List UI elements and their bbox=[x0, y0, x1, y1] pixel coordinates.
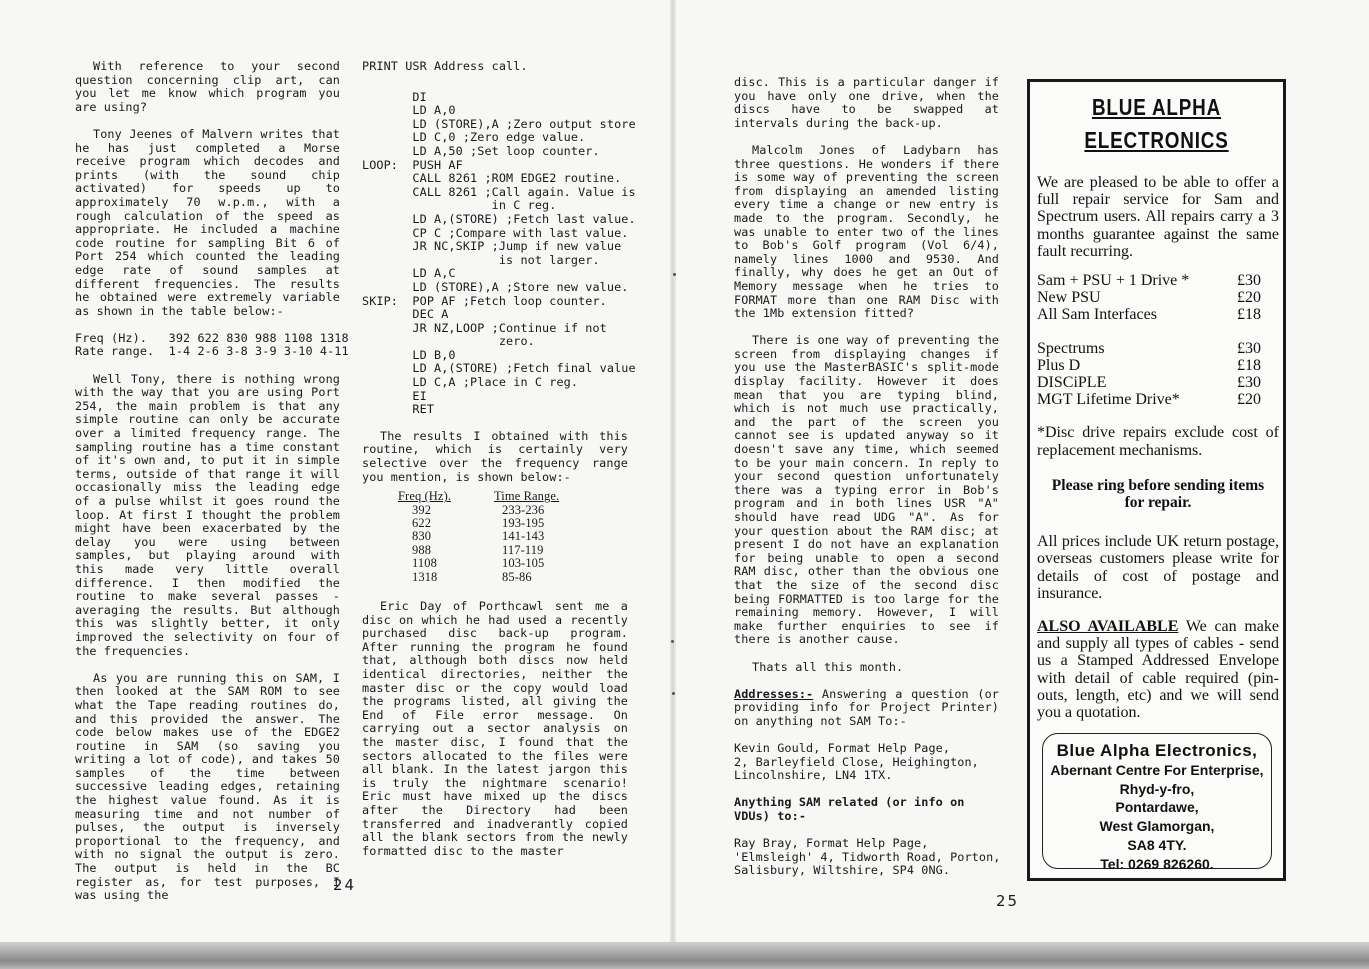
price-value: £30 bbox=[1237, 272, 1261, 290]
price-row bbox=[1037, 340, 1279, 357]
scan-speck bbox=[671, 640, 674, 643]
address-ray-bray: Ray Bray, Format Help Page, 'Elmsleigh' 4, Tidworth Road, Porton, Salisbury, Wiltshire, SP4 0NG. bbox=[734, 836, 1001, 878]
card-company-name: Blue Alpha Electronics, bbox=[1056, 741, 1258, 760]
table-row bbox=[398, 571, 559, 584]
address-kevin-gould: Kevin Gould, Format Help Page, 2, Barleyfield Close, Heighington, Lincolnshire, LN4 1TX. bbox=[734, 741, 979, 783]
card-address-line: Pontardawe, bbox=[1115, 799, 1199, 816]
right-column bbox=[734, 76, 999, 878]
card-address-line: West Glamorgan, bbox=[1099, 818, 1215, 835]
advert-title-line1: BLUE ALPHA bbox=[1091, 94, 1222, 120]
price-item: MGT Lifetime Drive* bbox=[1037, 391, 1180, 409]
price-item: Plus D bbox=[1037, 356, 1081, 374]
paragraph-preventing-screen: There is one way of preventing the screen from displaying changes if you use the MasterBASIC's split-mode display facility. However it does mean that you are typing blind, which is not much use practically, and the part of the screen you cannot see is updated anyway so it doesn't save any time, which seemed to be your main concern. In reply to your second question unfortunately there was a typing error in Bob's program and in both lines USR "A" should have read UDG "A". As for your question about the RAM disc; at present I do not have an explanation for being unable to open a second RAM disc, other than the obvious one that the size of the second disc being FORMATTED is too large for the remaining memory. However, I will make further enquiries to see if there is another cause. bbox=[734, 333, 999, 647]
table-row bbox=[398, 504, 559, 517]
price-row bbox=[1037, 289, 1279, 306]
paragraph-disc-danger: disc. This is a particular danger if you have only one drive, when the discs have to be swapped at intervals during the back-up. bbox=[734, 75, 999, 130]
scan-speck bbox=[673, 273, 676, 276]
paragraph-eric-day: Eric Day of Porthcawl sent me a disc on which he had used a recently purchased disc back-up program. After running the program he found that, although both discs now held identical directories, neither the master disc or the copy would load the programs listed, all giving the End of File error message. On carrying out a sector analysis on the master disc, I found that the sectors allocated to the files were all blank. In the latest jargon this is truly the nightmare scenario! Eric must have mixed up the discs after the Directory had been transferred and inadverantly copied all the blank sectors from the newly formatted disc to the master bbox=[362, 599, 628, 858]
price-item: Sam + PSU + 1 Drive * bbox=[1037, 272, 1190, 290]
contact-card bbox=[1042, 733, 1272, 872]
paragraph-malcolm-jones: Malcolm Jones of Ladybarn has three questions. He wonders if there is some way of preventing the screen from displaying an amended listing every time a change or new entry is made to the program. Secondly, he was unable to enter two of the lines to Bob's Golf program (Vol 6/4), namely lines 1000 and 9530. And finally, why does he get an Out of Memory message when he tries to FORMAT more than one RAM Disc with the 1Mb extension fitted? bbox=[734, 142, 999, 321]
paragraph-port-254: Well Tony, there is nothing wrong with the way that you are using Port 254, the main problem is that any simple routine can only be accurate over a limited frequency range. The sampling routine has a time constant of it's own and, to put it in simple terms, outside of that range it will occasionally miss the leading edge of a pulse whilst it goes round the loop. At first I thought the problem might have been exacerbated by the delay you were using between samples, but playing around with this made very little overall difference. I then modified the routine to make several passes - averaging the results. But although this was slightly better, it only improved the selectivity on four of the frequencies. bbox=[75, 371, 340, 658]
table-row bbox=[398, 557, 559, 570]
also-available bbox=[1037, 618, 1279, 721]
price-list-spectrum bbox=[1037, 340, 1279, 409]
card-phone: Tel: 0269 826260. bbox=[1100, 855, 1214, 872]
freq-cell: 988 bbox=[412, 542, 432, 557]
price-list-sam bbox=[1037, 272, 1279, 324]
paragraph-results: The results I obtained with this routine, which is certainly very selective over the frequency range you mention, is shown below:- bbox=[362, 428, 628, 484]
freq-cell: 1318 bbox=[412, 569, 438, 584]
price-item: Spectrums bbox=[1037, 339, 1105, 357]
paragraph-tony-jeenes: Tony Jeenes of Malvern writes that he has just completed a Morse receive program which decodes and prints (with the sound chip activated) for speeds up to approximately 70 w.p.m., with a rough calculation of the speed as appropriate. He included a machine code routine for sampling Bit 6 of Port 254 which counted the leading edge rate of sound samples at different frequencies. The results he obtained were extremely variable as shown in the table below:- bbox=[75, 126, 340, 318]
also-available-label: ALSO AVAILABLE bbox=[1037, 618, 1179, 636]
scan-speck bbox=[672, 692, 675, 695]
price-row bbox=[1037, 391, 1279, 408]
table-header-freq: Freq (Hz). bbox=[398, 489, 452, 504]
time-cell: 103-105 bbox=[502, 556, 545, 571]
price-value: £18 bbox=[1237, 306, 1261, 324]
print-usr-line: PRINT USR Address call. bbox=[362, 59, 528, 73]
price-item: New PSU bbox=[1037, 289, 1101, 307]
freq-cell: 622 bbox=[412, 516, 432, 531]
price-value: £30 bbox=[1237, 374, 1261, 392]
card-address-line: Abernant Centre For Enterprise, bbox=[1050, 761, 1264, 778]
price-row bbox=[1037, 272, 1279, 289]
price-value: £30 bbox=[1237, 339, 1261, 357]
time-cell: 233-236 bbox=[502, 502, 545, 517]
paragraph-thats-all: Thats all this month. bbox=[752, 659, 904, 674]
freq-cell: 830 bbox=[412, 529, 432, 544]
price-row bbox=[1037, 374, 1279, 391]
sam-related-heading: Anything SAM related (or info on VDUs) to:- bbox=[734, 795, 965, 824]
freq-cell: 392 bbox=[412, 502, 432, 517]
card-address-line: Rhyd-y-fro, bbox=[1119, 780, 1195, 797]
price-row bbox=[1037, 357, 1279, 374]
price-value: £20 bbox=[1237, 391, 1261, 409]
time-cell: 85-86 bbox=[502, 569, 532, 584]
scan-edge-shadow bbox=[0, 942, 1369, 969]
ring-before-sending: Please ring before sending items for repair. bbox=[1051, 476, 1265, 512]
price-item: DISCiPLE bbox=[1037, 374, 1107, 392]
table-row bbox=[398, 544, 559, 557]
disc-drive-note: *Disc drive repairs exclude cost of replacement mechanisms. bbox=[1037, 424, 1279, 459]
page-gutter bbox=[670, 0, 676, 945]
card-address-line: SA8 4TY. bbox=[1127, 836, 1187, 853]
paragraph-sam-rom: As you are running this on SAM, I then looked at the SAM ROM to see what the Tape reading routines do, and this provided the answer. The code below makes use of the EDGE2 routine in SAM (so saving you writing a lot of code), and takes 50 samples of the time between successive leading edges, retaining the highest value found. As it is measuring time and not number of pulses, the output is inversely proportional to the frequency, and with no signal the output is zero. The output is held in the BC register as, for test purposes, I was using the bbox=[75, 670, 340, 903]
time-cell: 193-195 bbox=[502, 516, 545, 531]
page-number-left: 24 bbox=[333, 876, 357, 894]
paragraph-addresses bbox=[734, 688, 999, 729]
paragraph-clip-art: With reference to your second question concerning clip art, can you let me know which program you are using? bbox=[75, 59, 340, 114]
price-row bbox=[1037, 306, 1279, 323]
advert-body bbox=[1030, 174, 1283, 721]
time-cell: 117-119 bbox=[502, 542, 544, 557]
addresses-label: Addresses:- bbox=[734, 686, 814, 701]
page-number-right: 25 bbox=[996, 892, 1020, 910]
price-value: £20 bbox=[1237, 289, 1261, 307]
assembly-code-listing: DI LD A,0 LD (STORE),A ;Zero output store LD C,0 ;Zero edge value. LD A,50 ;Set loop counter. LOOP: PUSH AF CALL 8261 ;ROM EDGE2 routine. CALL 8261 ;Call again. Value is in C reg. LD A,(STORE) ;Fetch last value. CP C ;Compare with last value. JR NC,SKIP ;Jump if new value is not larger. LD A,C LD (STORE),A ;Store new value. SKIP: POP AF ;Fetch loop counter. DEC A JR NZ,LOOP ;Continue if not zero. LD B,0 LD A,(STORE) ;Fetch final value LD C,A ;Place in C reg. EI RET bbox=[362, 89, 636, 417]
advert-title-line2: ELECTRONICS bbox=[1084, 127, 1229, 153]
table-row bbox=[398, 517, 559, 530]
advert-intro: We are pleased to be able to offer a full repair service for Sam and Spectrum users. All repairs carry a 3 months guarantee against the same fault recurring. bbox=[1037, 174, 1279, 260]
freq-cell: 1108 bbox=[412, 556, 437, 571]
left-column-2 bbox=[362, 59, 636, 872]
blue-alpha-advert bbox=[1027, 79, 1286, 881]
addresses-text: Answering a question (or providing info for Project Printer) on anything not SAM To:- bbox=[734, 686, 999, 728]
table-header-time: Time Range. bbox=[494, 489, 560, 504]
table-row bbox=[398, 530, 559, 543]
time-cell: 141-143 bbox=[502, 529, 545, 544]
also-available-text: We can make and supply all types of cables - send us a Stamped Addressed Envelope with detail of cable required (pin-outs, length, etc) and we will send you a quotation. bbox=[1037, 618, 1279, 722]
price-value: £18 bbox=[1237, 356, 1261, 374]
prices-include-note: All prices include UK return postage, overseas customers please write for details of cost of postage and insurance. bbox=[1037, 533, 1279, 602]
rate-range-table: Freq (Hz). 392 622 830 988 1108 1318 Rate range. 1-4 2-6 3-8 3-9 3-10 4-11 bbox=[75, 330, 349, 359]
price-item: All Sam Interfaces bbox=[1037, 306, 1157, 324]
time-range-table bbox=[398, 490, 559, 584]
